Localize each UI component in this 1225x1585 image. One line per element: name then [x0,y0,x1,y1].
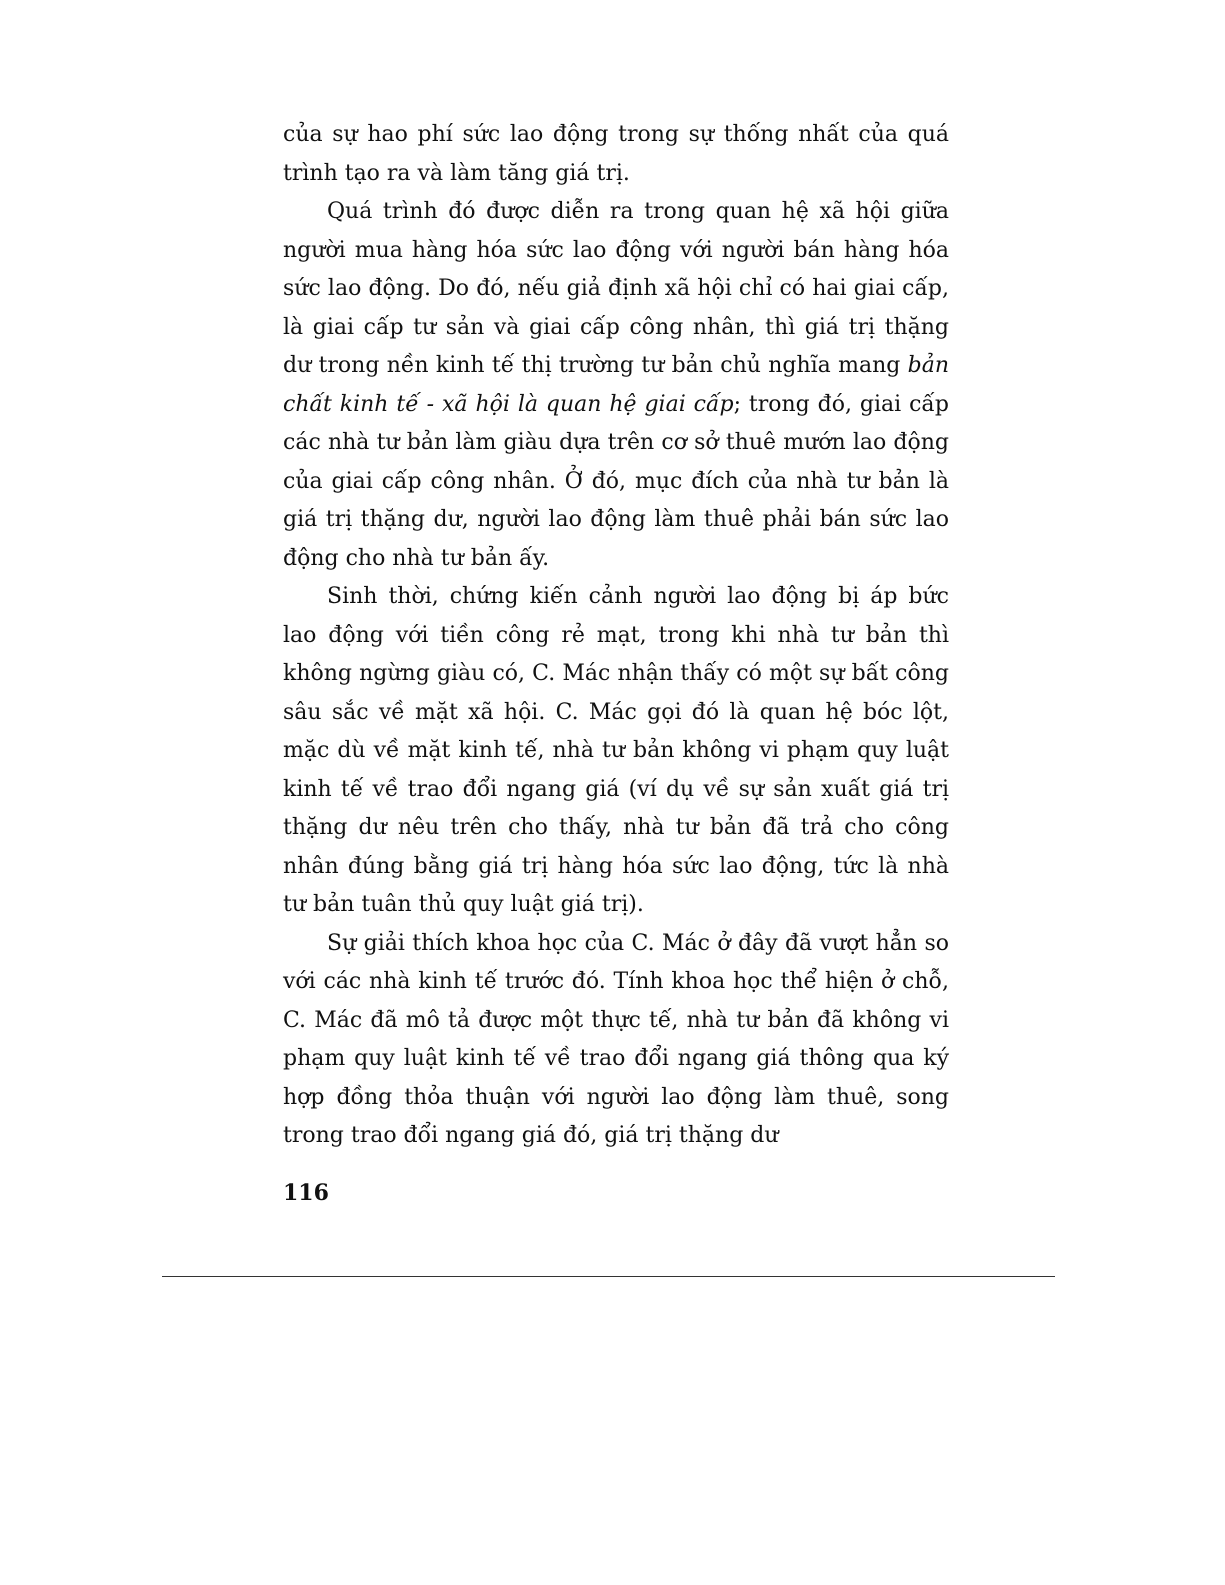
paragraph-text: ; trong đó, giai cấp các nhà tư bản làm giàu dựa trên cơ sở thuê mướn lao động của giai cấp công nhân. Ở đó, mục đích của nhà tư bản là giá trị thặng dư, người lao động làm thuê phải bán sức lao động cho nhà tư bản ấy. [283,391,949,571]
page-number: 116 [283,1180,329,1206]
paragraph-scientific-explanation [283,925,949,1156]
paragraph-exploitation [283,578,949,925]
paragraph-class-nature [283,193,949,578]
paragraph-continuation [283,116,949,193]
paragraph-text: Quá trình đó được diễn ra trong quan hệ xã hội giữa người mua hàng hóa sức lao động với người bán hàng hóa sức lao động. Do đó, nếu giả định xã hội chỉ có hai giai cấp, là giai cấp tư sản và giai cấp công nhân, thì giá trị thặng dư trong nền kinh tế thị trường tư bản chủ nghĩa mang [283,199,949,378]
paragraph-text: của sự hao phí sức lao động trong sự thống nhất của quá trình tạo ra và làm tăng giá trị. [283,122,949,186]
paragraph-text: Sự giải thích khoa học của C. Mác ở đây đã vượt hẳn so với các nhà kinh tế trước đó. Tính khoa học thể hiện ở chỗ, C. Mác đã mô tả được một thực tế, nhà tư bản đã không vi phạm quy luật kinh tế về trao đổi ngang giá thông qua ký hợp đồng thỏa thuận với người lao động làm thuê, song trong trao đổi ngang giá đó, giá trị thặng dư [283,930,949,1148]
body-text [283,116,949,1156]
paragraph-text: Sinh thời, chứng kiến cảnh người lao động bị áp bức lao động với tiền công rẻ mạt, trong khi nhà tư bản thì không ngừng giàu có, C. Mác nhận thấy có một sự bất công sâu sắc về mặt xã hội. C. Mác gọi đó là quan hệ bóc lột, mặc dù về mặt kinh tế, nhà tư bản không vi phạm quy luật kinh tế về trao đổi ngang giá (ví dụ về sự sản xuất giá trị thặng dư nêu trên cho thấy, nhà tư bản đã trả cho công nhân đúng bằng giá trị hàng hóa sức lao động, tức là nhà tư bản tuân thủ quy luật giá trị). [283,584,949,917]
italic-emphasis: bản chất kinh tế - xã hội là quan hệ giai cấp [283,353,949,417]
page-divider [162,1276,1055,1277]
